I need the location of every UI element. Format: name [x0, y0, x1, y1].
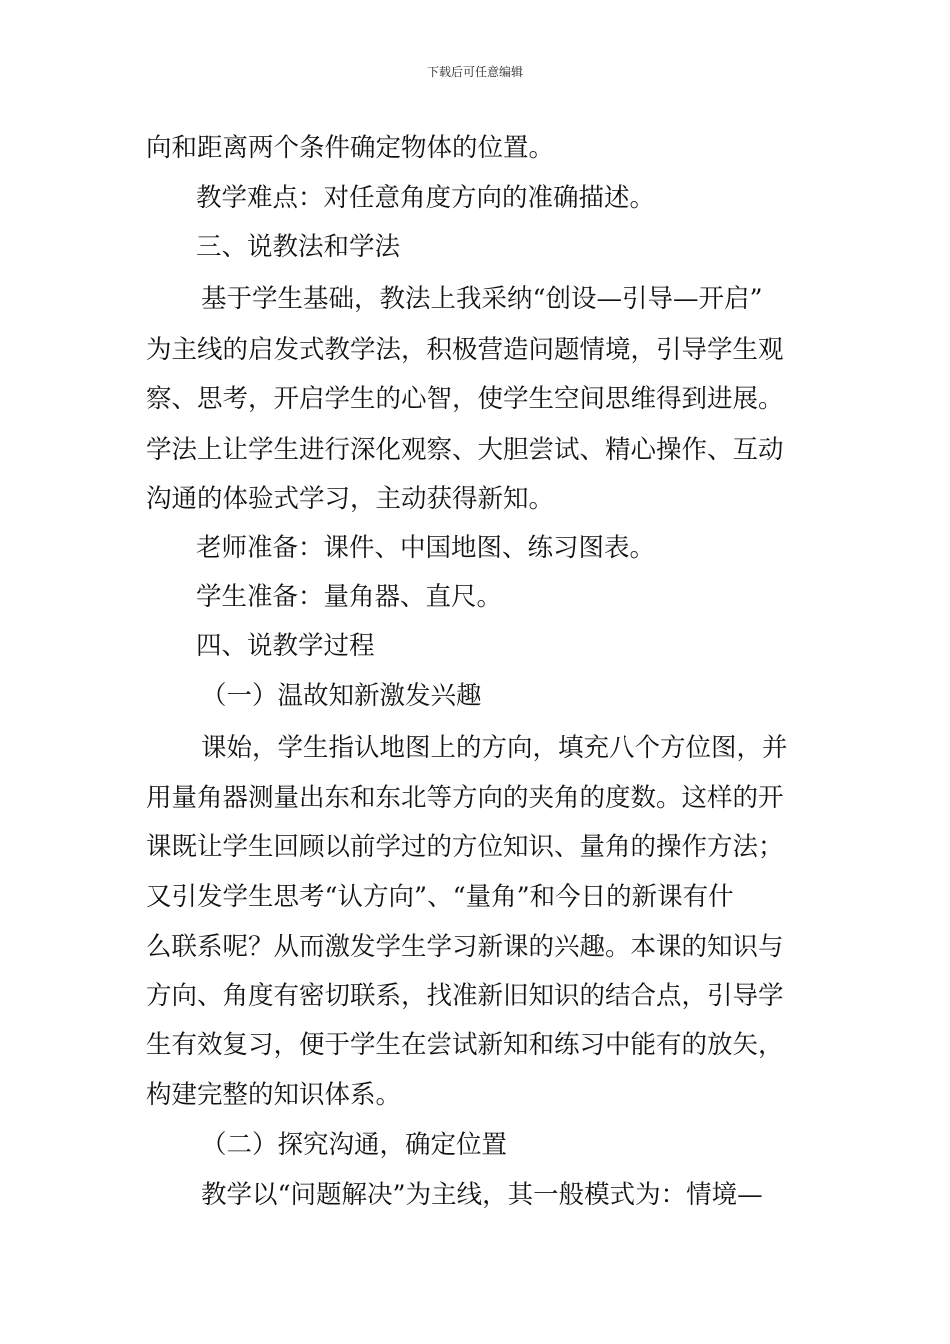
text-line: 课始，学生指认地图上的方向，填充八个方位图，并 — [201, 733, 788, 763]
subsection-heading: （二）探究沟通，确定位置 — [201, 1130, 508, 1160]
text-line: 学法上让学生进行深化观察、大胆尝试、精心操作、互动 — [146, 435, 784, 465]
text-line: 么联系呢？从而激发学生学习新课的兴趣。本课的知识与 — [146, 932, 784, 962]
text-line: 生有效复习，便于学生在尝试新知和练习中能有的放矢， — [146, 1030, 784, 1060]
page-header: 下载后可任意编辑 — [426, 65, 523, 79]
text-line: 老师准备：课件、中国地图、练习图表。 — [196, 533, 656, 563]
subsection-heading: （一）温故知新激发兴趣 — [201, 681, 482, 711]
text-line: 察、思考，开启学生的心智，使学生空间思维得到进展。 — [146, 384, 784, 414]
text-line: 基于学生基础，教法上我采纳“创设—引导—开启” — [201, 284, 763, 314]
text-line: 课既让学生回顾以前学过的方位知识、量角的操作方法； — [146, 832, 784, 862]
section-heading: 四、说教学过程 — [196, 631, 375, 661]
text-line: 教学难点：对任意角度方向的准确描述。 — [196, 183, 656, 213]
text-line: 用量角器测量出东和东北等方向的夹角的度数。这样的开 — [146, 783, 784, 813]
text-line: 学生准备：量角器、直尺。 — [196, 582, 503, 612]
text-line: 沟通的体验式学习，主动获得新知。 — [146, 484, 555, 514]
text-line: 向和距离两个条件确定物体的位置。 — [146, 133, 555, 163]
text-line: 构建完整的知识体系。 — [146, 1080, 402, 1110]
text-line: 教学以“问题解决”为主线，其一般模式为：情境— — [201, 1180, 763, 1210]
section-heading: 三、说教法和学法 — [196, 232, 401, 262]
text-line: 为主线的启发式教学法，积极营造问题情境，引导学生观 — [146, 335, 784, 365]
text-line: 又引发学生思考“认方向”、“量角”和今日的新课有什 — [146, 882, 734, 912]
text-line: 方向、角度有密切联系，找准新旧知识的结合点，引导学 — [146, 981, 784, 1011]
